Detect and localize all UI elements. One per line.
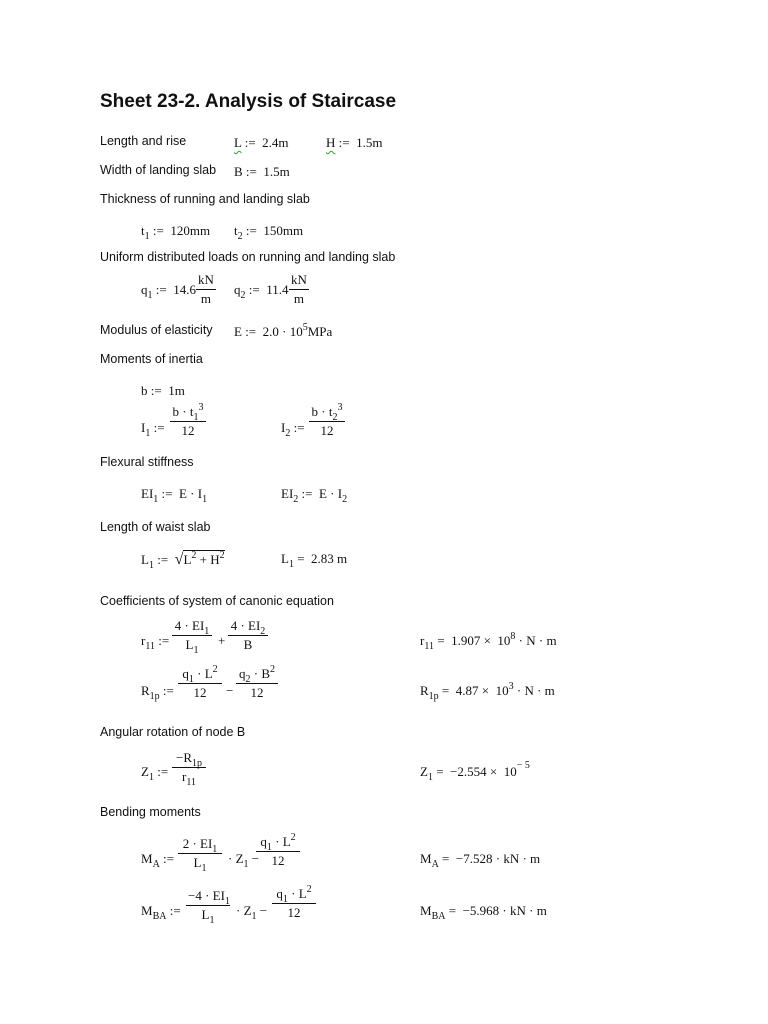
eq-R1p-lhs: $R_{1p}$ := <box>141 683 174 702</box>
eq-I1-lhs: $I_1$ := <box>141 420 165 439</box>
MBA-fraction-2: $q_1 \cdot L^2$ 12 <box>272 886 316 921</box>
MA-fraction-1: $2 \cdot EI_1$ $L_1$ <box>178 836 222 871</box>
eq-MBA-lhs: $M_{BA}$ := <box>141 903 181 922</box>
label-length-rise: Length and rise <box>100 134 187 148</box>
plus-sign: + <box>218 633 226 648</box>
eq-Z1-result: $Z_1 = -2.554 \times 10^{- 5}$ <box>420 760 530 783</box>
eq-MA-lhs: $M_A$ := <box>141 851 174 870</box>
eq-b: b := 1m <box>141 383 185 398</box>
eq-H: H := 1.5m <box>326 135 383 150</box>
eq-R1p-result: $R_{1p} = 4.87 \times 10^3 \cdot N \cdot m$ <box>420 681 555 702</box>
label-angular: Angular rotation of node B <box>100 725 246 739</box>
I2-fraction: $b \cdot t_2^3$ 12 <box>309 404 345 439</box>
label-moments-inertia: Moments of inertia <box>100 352 203 366</box>
eq-I2-lhs: $I_2$ := <box>281 420 305 439</box>
eq-t2: $t_2$ := 150mm <box>234 223 304 242</box>
eq-EI2: $EI_2$ := $E \cdot I_2$ <box>281 486 348 505</box>
label-bending: Bending moments <box>100 805 201 819</box>
eq-q1: $q_1$ := 14.6 <box>141 282 196 301</box>
eq-t1: $t_1$ := 120mm <box>141 223 211 242</box>
R1p-fraction-1: $q_1 \cdot L^2$ 12 <box>178 666 222 701</box>
label-coefficients: Coefficients of system of canonic equation <box>100 594 334 608</box>
label-width-landing: Width of landing slab <box>100 163 217 177</box>
Z1-fraction: $-R_{1p}$ $r_{11}$ <box>172 750 206 785</box>
MA-mid-terms: · $Z_1$ − <box>228 851 260 870</box>
eq-B: B := 1.5m <box>234 164 290 179</box>
eq-MA-result: $M_A = -7.528$ · kN · m <box>420 851 541 870</box>
eq-L1-def: $L_1$ := $√L^2 + H^2$ <box>141 550 225 571</box>
eq-r11-result: $r_{11} = 1.907 \times 10^8 \cdot N \cdot m$ <box>420 631 557 652</box>
r11-fraction-2: $4 \cdot EI_2$ B <box>228 618 268 653</box>
label-thickness: Thickness of running and landing slab <box>100 192 310 206</box>
minus-sign: − <box>226 683 234 698</box>
eq-E: E := $2.0 \cdot 10^5MPa$ <box>234 322 333 339</box>
eq-L1-result: $L_1 = 2.83$ m <box>281 551 348 570</box>
eq-r11-lhs: $r_{11}$ := <box>141 633 170 652</box>
MBA-fraction-1: $-4 \cdot EI_1$ $L_1$ <box>188 888 230 926</box>
label-udl: Uniform distributed loads on running and landing slab <box>100 250 396 264</box>
q2-unit-fraction: kN m <box>291 272 307 306</box>
eq-q2: $q_2$ := 11.4 <box>234 282 289 301</box>
MA-fraction-2: $q_1 \cdot L^2$ 12 <box>256 834 300 869</box>
eq-Z1-lhs: $Z_1$ := <box>141 764 169 783</box>
eq-EI1: $EI_1$ := $E \cdot I_1$ <box>141 486 208 505</box>
label-modulus: Modulus of elasticity <box>100 323 213 337</box>
R1p-fraction-2: $q_2 \cdot B^2$ 12 <box>236 666 278 701</box>
r11-fraction-1: $4 \cdot EI_1$ $L_1$ <box>172 618 212 653</box>
MBA-mid-terms: · $Z_1$ − <box>236 903 268 922</box>
q1-unit-fraction: kN m <box>198 272 214 306</box>
eq-MBA-result: $M_{BA} = -5.968$ · kN · m <box>420 903 547 922</box>
page-title: Sheet 23-2. Analysis of Staircase <box>100 91 397 112</box>
eq-L: L := 2.4m <box>234 135 289 150</box>
label-flexural: Flexural stiffness <box>100 455 194 469</box>
I1-fraction: $b \cdot t_1^3$ 12 <box>170 404 206 439</box>
label-waist-length: Length of waist slab <box>100 520 211 534</box>
